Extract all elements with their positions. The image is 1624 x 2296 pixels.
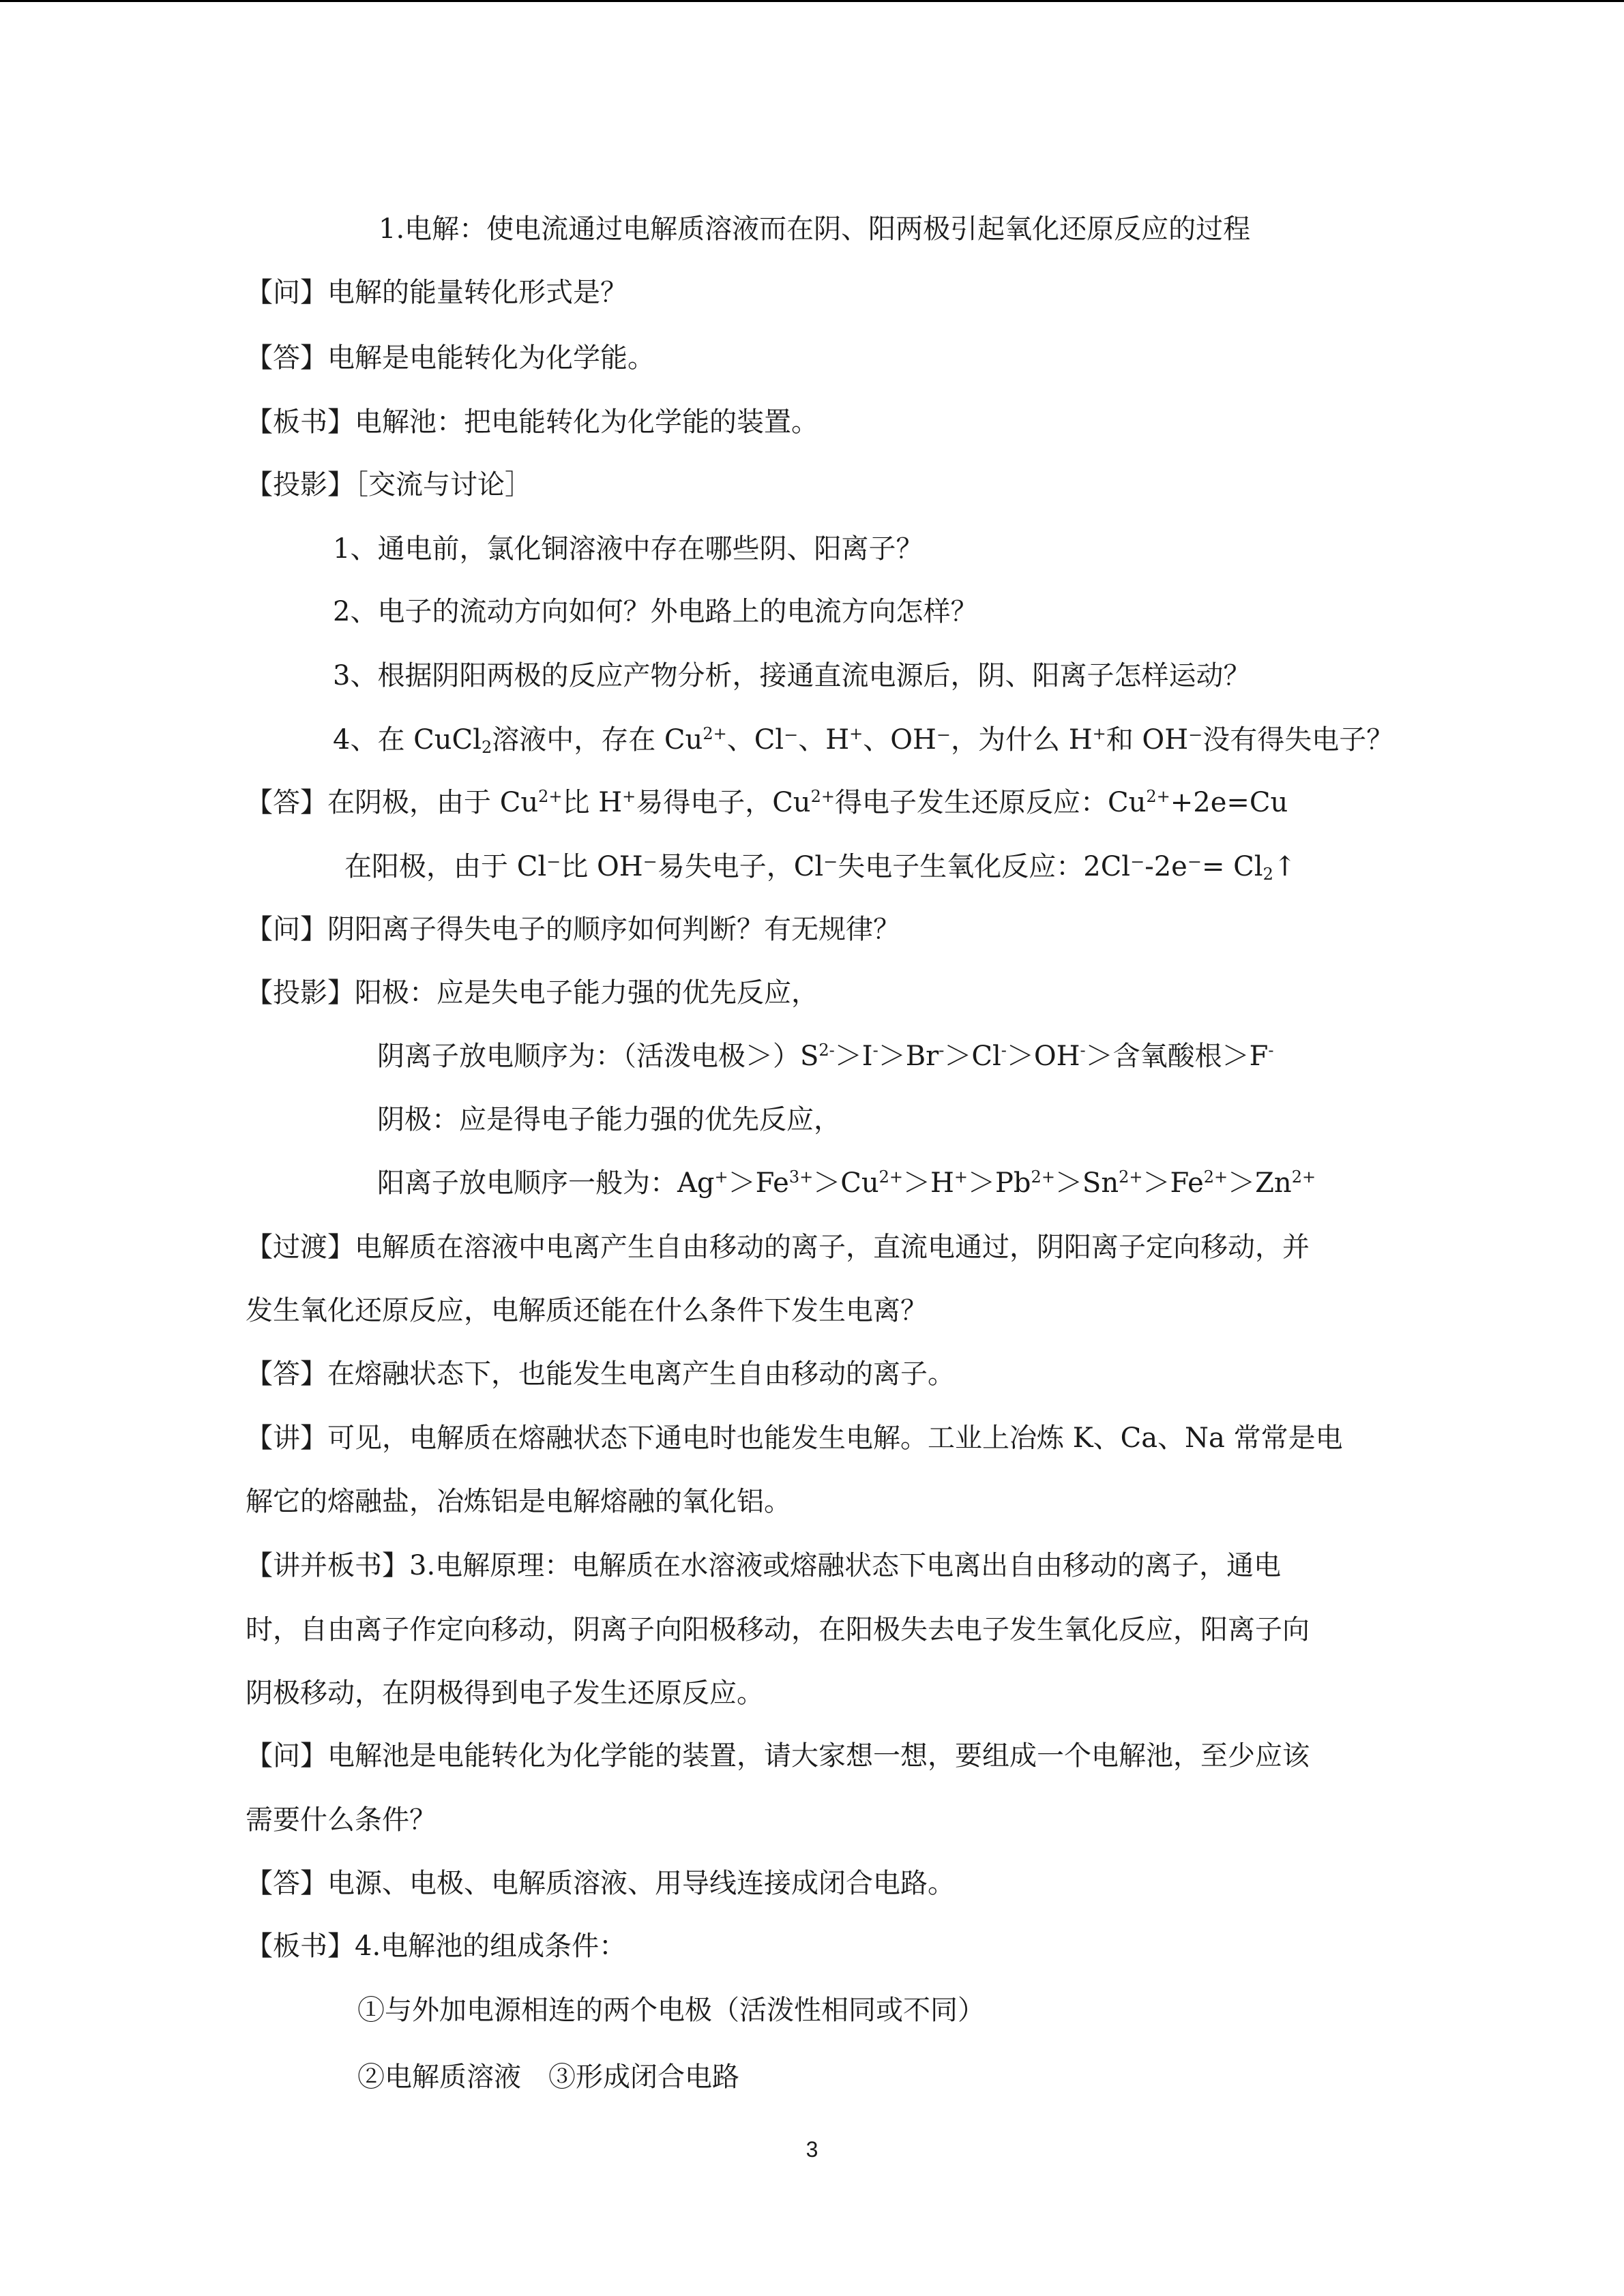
paragraph-question bbox=[246, 273, 628, 312]
paragraph-question bbox=[246, 1737, 1310, 1775]
label-answer: 【答】 bbox=[246, 1868, 327, 1899]
paragraph-continuation: 需要什么条件？ bbox=[246, 1804, 437, 1836]
cathode-rule: 阴极：应是得电子能力强的优先反应， bbox=[377, 1104, 841, 1135]
paragraph-continuation: 时，自由离子作定向移动，阴离子向阳极移动，在阳极失去电子发生氧化反应，阳离子向 bbox=[246, 1614, 1310, 1645]
paragraph-text: 电源、电极、电解质溶液、用导线连接成闭合电路。 bbox=[327, 1868, 955, 1899]
paragraph-text: 电解池是电能转化为化学能的装置，请大家想一想，要组成一个电解池，至少应该 bbox=[327, 1740, 1310, 1772]
label-answer: 【答】 bbox=[246, 1358, 327, 1390]
paragraph-transition bbox=[246, 1228, 1310, 1266]
paragraph-text: 3.电解原理：电解质在水溶液或熔融状态下电离出自由移动的离子，通电 bbox=[409, 1550, 1282, 1581]
cation-discharge-order: 阳离子放电顺序一般为：$Ag^+>Fe^{3+}>Cu^{2+}>H^+>Pb^{2+}>Sn^{2+}>Fe^{2+}>Zn^{2+}$ bbox=[377, 1167, 1316, 1199]
paragraph-answer-cathode: 【答】在阴极，由于 $Cu^{2+}$比 H+易得电子，$Cu^{2+}$得电子发生还原反应：$Cu^{2+}+2e=Cu$ bbox=[246, 787, 1288, 818]
paragraph-projection bbox=[246, 974, 818, 1012]
label-projection: 【投影】 bbox=[246, 977, 355, 1009]
paragraph-projection bbox=[246, 466, 532, 504]
paragraph-lecture bbox=[246, 1419, 1343, 1457]
paragraph-question bbox=[246, 910, 900, 949]
paragraph-answer bbox=[246, 339, 655, 377]
paragraph-continuation: 解它的熔融盐，冶炼铝是电解熔融的氧化铝。 bbox=[246, 1486, 791, 1517]
paragraph-board bbox=[246, 403, 818, 441]
discussion-question-1: 1、通电前，氯化铜溶液中存在哪些阴、阳离子？ bbox=[333, 533, 924, 565]
label-answer: 【答】 bbox=[246, 787, 327, 818]
paragraph-text: 电解质在溶液中电离产生自由移动的离子，直流电通过，阴阳离子定向移动，并 bbox=[355, 1232, 1310, 1263]
label-question: 【问】 bbox=[246, 914, 327, 945]
paragraph-continuation: 阴极移动，在阴极得到电子发生还原反应。 bbox=[246, 1678, 764, 1709]
paragraph-text: 4.电解池的组成条件： bbox=[355, 1930, 627, 1962]
label-lecture-board: 【讲并板书】 bbox=[246, 1550, 409, 1581]
label-board: 【板书】 bbox=[246, 406, 355, 438]
paragraph-text: ［交流与讨论］ bbox=[355, 469, 532, 501]
anion-discharge-order: 阴离子放电顺序为：（活泼电极$>)S^{2-}>I^->Br^->Cl^->OH^->$含氧酸根＞F- bbox=[377, 1041, 1274, 1072]
paragraph-lecture-board bbox=[246, 1547, 1281, 1585]
paragraph-answer bbox=[246, 1864, 955, 1903]
label-board: 【板书】 bbox=[246, 1930, 355, 1962]
paragraph-text: 电解的能量转化形式是？ bbox=[327, 277, 628, 308]
label-lecture: 【讲】 bbox=[246, 1422, 327, 1454]
label-question: 【问】 bbox=[246, 277, 327, 308]
label-question: 【问】 bbox=[246, 1740, 327, 1772]
condition-item-1: ①与外加电源相连的两个电极（活泼性相同或不同） bbox=[357, 1995, 985, 2026]
page-number: 3 bbox=[806, 2137, 818, 2162]
heading-electrolysis-definition: 1.电解：使电流通过电解质溶液而在阴、阳两极引起氧化还原反应的过程 bbox=[379, 213, 1251, 245]
paragraph-text: 可见，电解质在熔融状态下通电时也能发生电解。工业上冶炼 K、Ca、Na 常常是电 bbox=[327, 1422, 1343, 1454]
discussion-question-3: 3、根据阴阳两极的反应产物分析，接通直流电源后，阴、阳离子怎样运动？ bbox=[333, 660, 1251, 691]
paragraph-answer-anode: 在阳极，由于 Cl⁻比 OH⁻易失电子，Cl⁻失电子生氧化反应：$2Cl^--2e^-= Cl_2↑$ bbox=[344, 851, 1297, 884]
discussion-question-2: 2、电子的流动方向如何？外电路上的电流方向怎样？ bbox=[333, 596, 978, 627]
paragraph-text: 电解是电能转化为化学能。 bbox=[327, 342, 655, 374]
paragraph-answer bbox=[246, 1355, 955, 1393]
label-answer: 【答】 bbox=[246, 342, 327, 374]
paragraph-text: 阳极：应是失电子能力强的优先反应， bbox=[355, 977, 818, 1009]
label-transition: 【过渡】 bbox=[246, 1232, 355, 1263]
page-top-border bbox=[0, 0, 1624, 2]
paragraph-board bbox=[246, 1927, 626, 1965]
paragraph-text: 在熔融状态下，也能发生电离产生自由移动的离子。 bbox=[327, 1358, 955, 1390]
paragraph-continuation: 发生氧化还原反应，电解质还能在什么条件下发生电离？ bbox=[246, 1295, 928, 1326]
discussion-question-4: 4、在 CuCl$_2$溶液中，存在 $Cu^{2+}$、Cl⁻、H+、OH⁻，为什么 H+和 OH⁻没有得失电子？ bbox=[333, 724, 1394, 757]
paragraph-text: 电解池：把电能转化为化学能的装置。 bbox=[355, 406, 818, 438]
condition-items-2-3: ②电解质溶液 ③形成闭合电路 bbox=[357, 2061, 739, 2093]
paragraph-text: 阴阳离子得失电子的顺序如何判断？有无规律？ bbox=[327, 914, 900, 945]
label-projection: 【投影】 bbox=[246, 469, 355, 501]
